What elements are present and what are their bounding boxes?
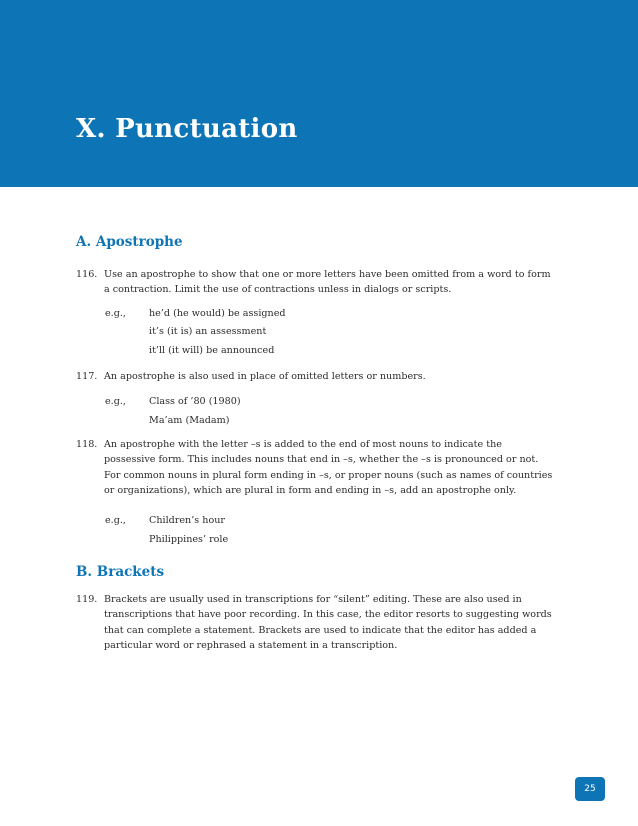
paragraph-text: Brackets are usually used in transcriptions for “silent” editing. These are also used in transcriptions that have poor recording. In this case, the editor resorts to suggesting words that can complete a statement. Brackets are used to indicate that the editor has added a particular word or rephrased a statement in a transcription. [104,594,552,652]
section-heading-apostrophe: A. Apostrophe [76,234,183,250]
page-number-badge: 25 [575,777,605,801]
paragraph-number: 117. [76,371,98,382]
example-line: he’d (he would) be assigned [149,308,286,319]
paragraph-116 [76,267,556,298]
example-line: it’ll (it will) be announced [149,345,275,356]
paragraph-number: 119. [76,594,98,605]
chapter-title: X. Punctuation [76,114,298,144]
section-heading-brackets: B. Brackets [76,564,165,580]
example-label: e.g., [105,515,126,526]
example-line: Children’s hour [149,515,225,526]
paragraph-text: An apostrophe is also used in place of omitted letters or numbers. [104,371,426,382]
example-line: it’s (it is) an assessment [149,326,267,337]
example-label: e.g., [105,308,126,319]
paragraph-text: An apostrophe with the letter –s is added to the end of most nouns to indicate the possessive form. This includes nouns that end in –s, whether the –s is pronounced or not. For common nouns in plural form ending in –s, or proper nouns (such as names of countries or organizations), which are plural in form and ending in –s, add an apostrophe only. [104,439,553,497]
chapter-header-band [0,0,638,187]
example-line: Ma’am (Madam) [149,415,230,426]
paragraph-117 [76,369,556,384]
example-label: e.g., [105,396,126,407]
paragraph-text: Use an apostrophe to show that one or more letters have been omitted from a word to form a contraction. Limit the use of contractions unless in dialogs or scripts. [104,269,551,296]
paragraph-118 [76,437,556,499]
example-line: Philippines’ role [149,534,229,545]
paragraph-number: 118. [76,439,98,450]
example-line: Class of ’80 (1980) [149,396,241,407]
paragraph-119 [76,592,556,654]
paragraph-number: 116. [76,269,98,280]
